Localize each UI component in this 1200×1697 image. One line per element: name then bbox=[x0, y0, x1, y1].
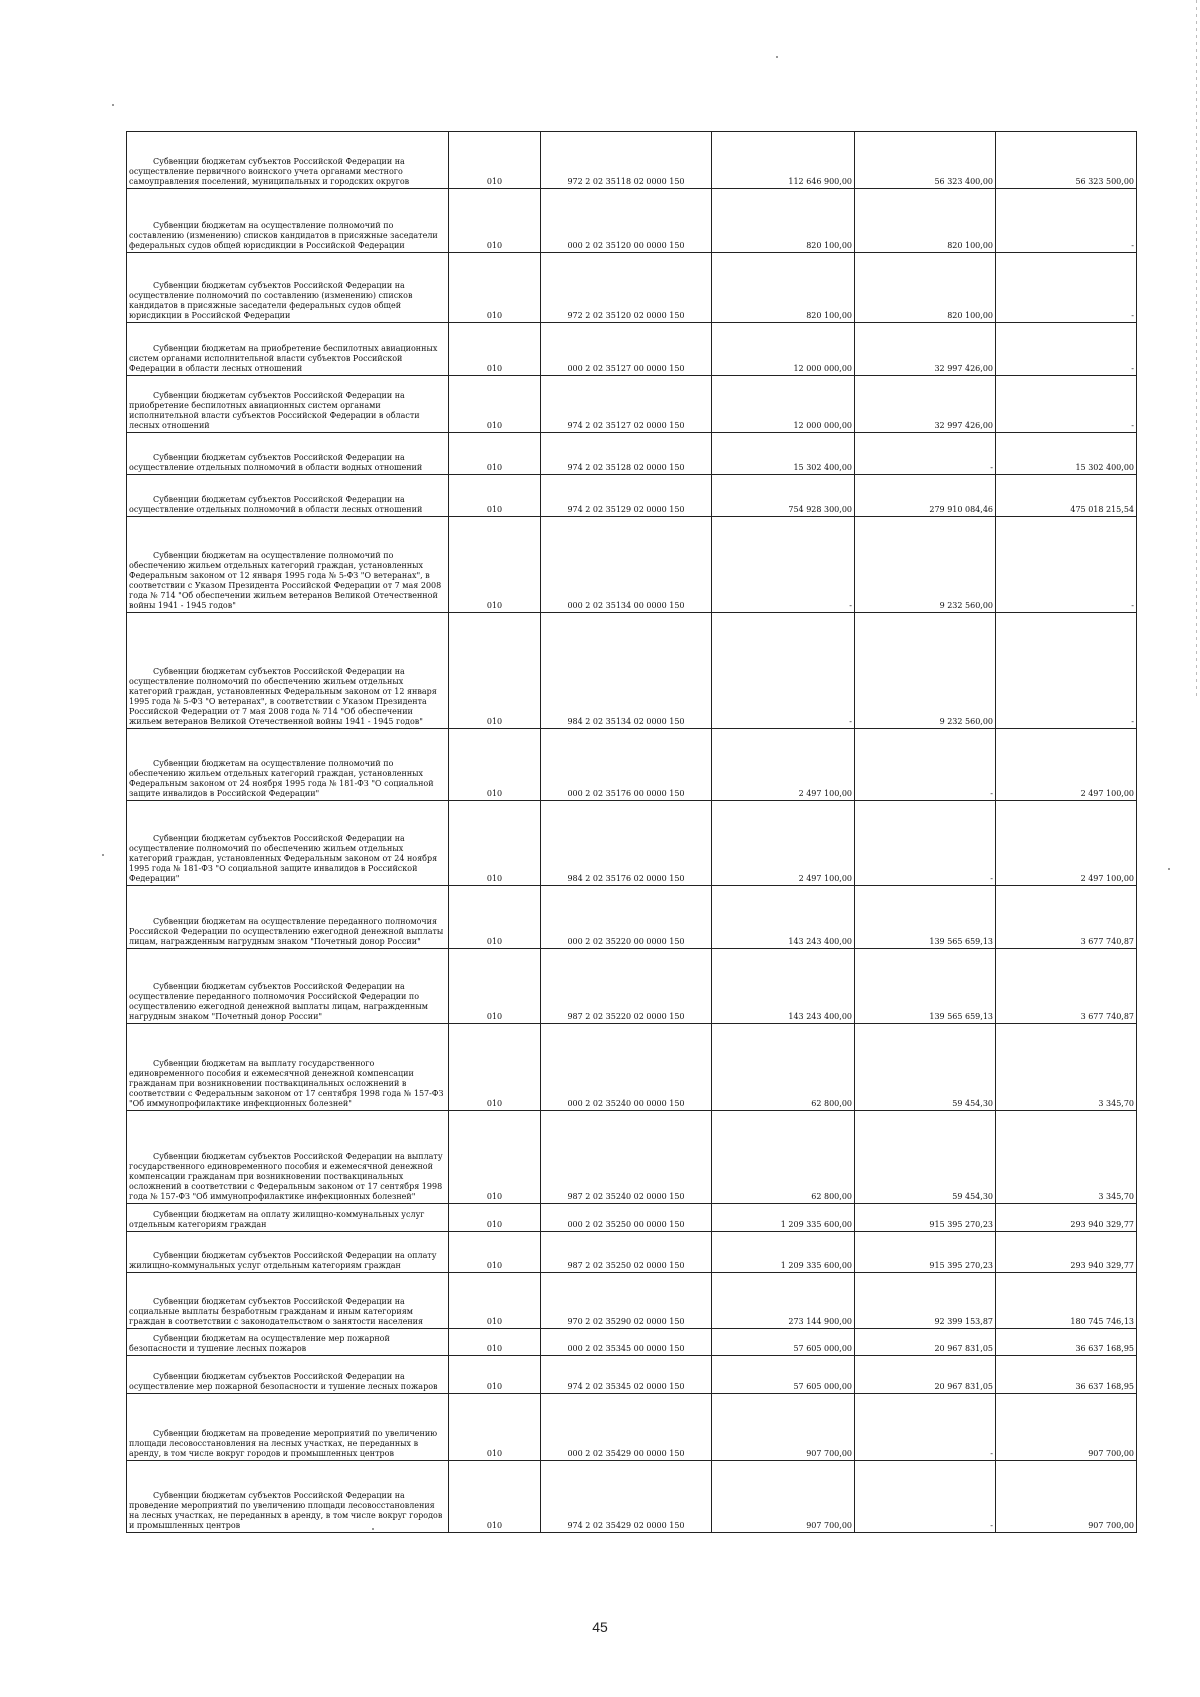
row-budget-classification-code: 972 2 02 35120 02 0000 150 bbox=[541, 253, 712, 323]
row-executed-amount: - bbox=[855, 801, 996, 886]
row-description bbox=[127, 1024, 449, 1111]
row-description-text: Субвенции бюджетам субъектов Российской Федерации на осуществление полномочий по обеспечению жильем отдельных категорий граждан, установленных Федеральным законом от 12 января 1995 года № 5-ФЗ "О ветеранах", в соответствии с Указом Президента Российской Федерации от 7 мая 2008 года № 714 "Об обеспечении жильем ветеранов Великой Отечественной войны 1941 - 1945 годов" bbox=[129, 667, 437, 726]
table-row bbox=[127, 433, 1137, 475]
row-description-text: Субвенции бюджетам субъектов Российской Федерации на осуществление полномочий по составлению (изменению) списков кандидатов в присяжные заседатели федеральных судов общей юрисдикции в Российской Федерации bbox=[129, 281, 413, 320]
row-budget-classification-code: 974 2 02 35128 02 0000 150 bbox=[541, 433, 712, 475]
row-executed-amount: 279 910 084,46 bbox=[855, 475, 996, 517]
row-line-code: 010 bbox=[449, 886, 541, 949]
row-unexecuted-amount: - bbox=[996, 189, 1137, 253]
row-description bbox=[127, 1232, 449, 1273]
row-executed-amount: 32 997 426,00 bbox=[855, 376, 996, 433]
table-row bbox=[127, 1024, 1137, 1111]
row-executed-amount: 9 232 560,00 bbox=[855, 613, 996, 729]
row-description bbox=[127, 517, 449, 613]
row-approved-amount: 62 800,00 bbox=[712, 1024, 855, 1111]
row-executed-amount: 915 395 270,23 bbox=[855, 1204, 996, 1232]
row-unexecuted-amount: - bbox=[996, 613, 1137, 729]
row-description-text: Субвенции бюджетам субъектов Российской Федерации на осуществление отдельных полномочий в области лесных отношений bbox=[129, 495, 423, 514]
row-description bbox=[127, 189, 449, 253]
row-unexecuted-amount: 56 323 500,00 bbox=[996, 132, 1137, 189]
row-description-text: Субвенции бюджетам на осуществление переданного полномочия Российской Федерации по осуществлению ежегодной денежной выплаты лицам, награжденным нагрудным знаком "Почетный донор России" bbox=[129, 917, 444, 946]
scan-speck bbox=[112, 104, 114, 106]
row-unexecuted-amount: 293 940 329,77 bbox=[996, 1204, 1137, 1232]
table-row bbox=[127, 1204, 1137, 1232]
row-approved-amount: 143 243 400,00 bbox=[712, 886, 855, 949]
row-unexecuted-amount: 475 018 215,54 bbox=[996, 475, 1137, 517]
table-row bbox=[127, 1356, 1137, 1394]
row-unexecuted-amount: - bbox=[996, 517, 1137, 613]
table-row bbox=[127, 613, 1137, 729]
table-row bbox=[127, 132, 1137, 189]
row-line-code: 010 bbox=[449, 1111, 541, 1204]
row-description-text: Субвенции бюджетам субъектов Российской Федерации на оплату жилищно-коммунальных услуг отдельным категориям граждан bbox=[129, 1251, 437, 1270]
page-number: 45 bbox=[592, 1619, 608, 1635]
row-executed-amount: 59 454,30 bbox=[855, 1111, 996, 1204]
row-line-code: 010 bbox=[449, 1394, 541, 1461]
row-line-code: 010 bbox=[449, 475, 541, 517]
row-approved-amount: 820 100,00 bbox=[712, 253, 855, 323]
row-budget-classification-code: 987 2 02 35240 02 0000 150 bbox=[541, 1111, 712, 1204]
table-row bbox=[127, 475, 1137, 517]
row-description-text: Субвенции бюджетам субъектов Российской Федерации на выплату государственного единовременного пособия и ежемесячной денежной компенсации гражданам при возникновении поствакцинальных осложнений в соответствии с Федеральным законом от 17 сентября 1998 года № 157-ФЗ "Об иммунопрофилактике инфекционных болезней" bbox=[129, 1152, 443, 1201]
row-description-text: Субвенции бюджетам на осуществление мер пожарной безопасности и тушение лесных пожаров bbox=[129, 1334, 390, 1353]
row-approved-amount: 143 243 400,00 bbox=[712, 949, 855, 1024]
row-description-text: Субвенции бюджетам субъектов Российской Федерации на осуществление полномочий по обеспечению жильем отдельных категорий граждан, установленных Федеральным законом от 24 ноября 1995 года № 181-ФЗ "О социальной защите инвалидов в Российской Федерации" bbox=[129, 834, 438, 883]
row-approved-amount: - bbox=[712, 517, 855, 613]
row-description-text: Субвенции бюджетам субъектов Российской Федерации на приобретение беспилотных авиационных систем органами исполнительной власти субъектов Российской Федерации в области лесных отношений bbox=[129, 391, 420, 430]
scan-speck bbox=[102, 854, 104, 856]
row-line-code: 010 bbox=[449, 1273, 541, 1329]
row-budget-classification-code: 987 2 02 35250 02 0000 150 bbox=[541, 1232, 712, 1273]
row-approved-amount: 57 605 000,00 bbox=[712, 1329, 855, 1356]
row-approved-amount: 907 700,00 bbox=[712, 1394, 855, 1461]
row-line-code: 010 bbox=[449, 1232, 541, 1273]
row-executed-amount: - bbox=[855, 1461, 996, 1533]
row-executed-amount: 59 454,30 bbox=[855, 1024, 996, 1111]
row-description bbox=[127, 729, 449, 801]
row-budget-classification-code: 987 2 02 35220 02 0000 150 bbox=[541, 949, 712, 1024]
row-unexecuted-amount: 293 940 329,77 bbox=[996, 1232, 1137, 1273]
row-description-text: Субвенции бюджетам на осуществление полномочий по составлению (изменению) списков кандидатов в присяжные заседатели федеральных судов общей юрисдикции в Российской Федерации bbox=[129, 221, 438, 250]
row-description bbox=[127, 801, 449, 886]
row-approved-amount: 112 646 900,00 bbox=[712, 132, 855, 189]
row-unexecuted-amount: 36 637 168,95 bbox=[996, 1329, 1137, 1356]
row-budget-classification-code: 972 2 02 35118 02 0000 150 bbox=[541, 132, 712, 189]
row-description bbox=[127, 886, 449, 949]
row-unexecuted-amount: 180 745 746,13 bbox=[996, 1273, 1137, 1329]
row-line-code: 010 bbox=[449, 376, 541, 433]
row-unexecuted-amount: - bbox=[996, 253, 1137, 323]
table-row bbox=[127, 376, 1137, 433]
row-executed-amount: 820 100,00 bbox=[855, 189, 996, 253]
row-line-code: 010 bbox=[449, 132, 541, 189]
row-description bbox=[127, 376, 449, 433]
row-description-text: Субвенции бюджетам на проведение мероприятий по увеличению площади лесовосстановления на лесных участках, не переданных в аренду, в том числе вокруг городов и промышленных центров bbox=[129, 1429, 438, 1458]
row-description bbox=[127, 1111, 449, 1204]
row-line-code: 010 bbox=[449, 189, 541, 253]
row-description bbox=[127, 1329, 449, 1356]
row-budget-classification-code: 000 2 02 35240 00 0000 150 bbox=[541, 1024, 712, 1111]
row-unexecuted-amount: 3 677 740,87 bbox=[996, 886, 1137, 949]
scan-speck bbox=[1168, 868, 1170, 870]
row-budget-classification-code: 000 2 02 35134 00 0000 150 bbox=[541, 517, 712, 613]
row-line-code: 010 bbox=[449, 1329, 541, 1356]
table-row bbox=[127, 1461, 1137, 1533]
row-approved-amount: - bbox=[712, 613, 855, 729]
row-budget-classification-code: 000 2 02 35120 00 0000 150 bbox=[541, 189, 712, 253]
table-row bbox=[127, 1111, 1137, 1204]
row-line-code: 010 bbox=[449, 253, 541, 323]
budget-table bbox=[126, 131, 1137, 1533]
row-description-text: Субвенции бюджетам на выплату государственного единовременного пособия и ежемесячной денежной компенсации гражданам при возникновении поствакцинальных осложнений в соответствии с Федеральным законом от 17 сентября 1998 года № 157-ФЗ "Об иммунопрофилактике инфекционных болезней" bbox=[129, 1059, 444, 1108]
row-line-code: 010 bbox=[449, 1356, 541, 1394]
row-approved-amount: 15 302 400,00 bbox=[712, 433, 855, 475]
row-description bbox=[127, 1394, 449, 1461]
row-budget-classification-code: 984 2 02 35134 02 0000 150 bbox=[541, 613, 712, 729]
row-description-text: Субвенции бюджетам субъектов Российской Федерации на осуществление первичного воинского учета органами местного самоуправления поселений, муниципальных и городских округов bbox=[129, 157, 410, 186]
row-unexecuted-amount: 3 345,70 bbox=[996, 1111, 1137, 1204]
table-row bbox=[127, 323, 1137, 376]
row-executed-amount: 32 997 426,00 bbox=[855, 323, 996, 376]
table-row bbox=[127, 517, 1137, 613]
row-line-code: 010 bbox=[449, 613, 541, 729]
row-executed-amount: 56 323 400,00 bbox=[855, 132, 996, 189]
row-approved-amount: 2 497 100,00 bbox=[712, 801, 855, 886]
row-description-text: Субвенции бюджетам субъектов Российской Федерации на осуществление мер пожарной безопасности и тушение лесных пожаров bbox=[129, 1372, 438, 1391]
table-row bbox=[127, 1394, 1137, 1461]
row-unexecuted-amount: - bbox=[996, 323, 1137, 376]
row-budget-classification-code: 974 2 02 35429 02 0000 150 bbox=[541, 1461, 712, 1533]
row-line-code: 010 bbox=[449, 517, 541, 613]
row-unexecuted-amount: 2 497 100,00 bbox=[996, 729, 1137, 801]
table-row bbox=[127, 189, 1137, 253]
row-approved-amount: 57 605 000,00 bbox=[712, 1356, 855, 1394]
row-approved-amount: 754 928 300,00 bbox=[712, 475, 855, 517]
row-executed-amount: 139 565 659,13 bbox=[855, 886, 996, 949]
row-line-code: 010 bbox=[449, 433, 541, 475]
row-description bbox=[127, 253, 449, 323]
row-line-code: 010 bbox=[449, 1204, 541, 1232]
row-description-text: Субвенции бюджетам на приобретение беспилотных авиационных систем органами исполнительной власти субъектов Российской Федерации в области лесных отношений bbox=[129, 344, 438, 373]
row-budget-classification-code: 970 2 02 35290 02 0000 150 bbox=[541, 1273, 712, 1329]
row-unexecuted-amount: 3 677 740,87 bbox=[996, 949, 1137, 1024]
row-line-code: 010 bbox=[449, 1024, 541, 1111]
row-description bbox=[127, 613, 449, 729]
row-executed-amount: 915 395 270,23 bbox=[855, 1232, 996, 1273]
row-executed-amount: - bbox=[855, 729, 996, 801]
row-budget-classification-code: 974 2 02 35127 02 0000 150 bbox=[541, 376, 712, 433]
row-line-code: 010 bbox=[449, 323, 541, 376]
row-description bbox=[127, 949, 449, 1024]
row-description-text: Субвенции бюджетам субъектов Российской Федерации на осуществление переданного полномочия Российской Федерации по осуществлению ежегодной денежной выплаты лицам, награжденным нагрудным знаком "Почетный донор России" bbox=[129, 982, 428, 1021]
row-description bbox=[127, 433, 449, 475]
scan-speck bbox=[776, 56, 778, 58]
row-unexecuted-amount: 907 700,00 bbox=[996, 1394, 1137, 1461]
row-budget-classification-code: 974 2 02 35345 02 0000 150 bbox=[541, 1356, 712, 1394]
row-unexecuted-amount: - bbox=[996, 376, 1137, 433]
row-budget-classification-code: 000 2 02 35176 00 0000 150 bbox=[541, 729, 712, 801]
row-budget-classification-code: 974 2 02 35129 02 0000 150 bbox=[541, 475, 712, 517]
row-budget-classification-code: 000 2 02 35250 00 0000 150 bbox=[541, 1204, 712, 1232]
row-approved-amount: 907 700,00 bbox=[712, 1461, 855, 1533]
row-description bbox=[127, 132, 449, 189]
row-unexecuted-amount: 907 700,00 bbox=[996, 1461, 1137, 1533]
table-row bbox=[127, 1329, 1137, 1356]
row-budget-classification-code: 000 2 02 35127 00 0000 150 bbox=[541, 323, 712, 376]
row-executed-amount: 20 967 831,05 bbox=[855, 1356, 996, 1394]
row-executed-amount: 820 100,00 bbox=[855, 253, 996, 323]
row-description-text: Субвенции бюджетам на осуществление полномочий по обеспечению жильем отдельных категорий граждан, установленных Федеральным законом от 12 января 1995 года № 5-ФЗ "О ветеранах", в соответствии с Указом Президента Российской Федерации от 7 мая 2008 года № 714 "Об обеспечении жильем ветеранов Великой Отечественной войны 1941 - 1945 годов" bbox=[129, 551, 442, 610]
row-budget-classification-code: 000 2 02 35429 00 0000 150 bbox=[541, 1394, 712, 1461]
table-row bbox=[127, 886, 1137, 949]
table-row bbox=[127, 1273, 1137, 1329]
row-line-code: 010 bbox=[449, 949, 541, 1024]
row-description-text: Субвенции бюджетам субъектов Российской Федерации на проведение мероприятий по увеличению площади лесовосстановления на лесных участках, не переданных в аренду, в том числе вокруг городов и промышленных центров bbox=[129, 1491, 443, 1530]
row-approved-amount: 12 000 000,00 bbox=[712, 376, 855, 433]
row-approved-amount: 273 144 900,00 bbox=[712, 1273, 855, 1329]
row-description bbox=[127, 1204, 449, 1232]
row-executed-amount: 92 399 153,87 bbox=[855, 1273, 996, 1329]
row-unexecuted-amount: 3 345,70 bbox=[996, 1024, 1137, 1111]
row-description-text: Субвенции бюджетам на оплату жилищно-коммунальных услуг отдельным категориям граждан bbox=[129, 1210, 425, 1229]
table-row bbox=[127, 1232, 1137, 1273]
row-executed-amount: 139 565 659,13 bbox=[855, 949, 996, 1024]
row-executed-amount: 9 232 560,00 bbox=[855, 517, 996, 613]
row-approved-amount: 2 497 100,00 bbox=[712, 729, 855, 801]
row-approved-amount: 1 209 335 600,00 bbox=[712, 1232, 855, 1273]
row-unexecuted-amount: 2 497 100,00 bbox=[996, 801, 1137, 886]
row-executed-amount: - bbox=[855, 433, 996, 475]
row-executed-amount: - bbox=[855, 1394, 996, 1461]
table-row bbox=[127, 729, 1137, 801]
row-approved-amount: 62 800,00 bbox=[712, 1111, 855, 1204]
row-description bbox=[127, 323, 449, 376]
row-unexecuted-amount: 15 302 400,00 bbox=[996, 433, 1137, 475]
budget-table-body bbox=[127, 132, 1137, 1533]
row-budget-classification-code: 984 2 02 35176 02 0000 150 bbox=[541, 801, 712, 886]
row-description-text: Субвенции бюджетам субъектов Российской Федерации на осуществление отдельных полномочий в области водных отношений bbox=[129, 453, 423, 472]
row-unexecuted-amount: 36 637 168,95 bbox=[996, 1356, 1137, 1394]
table-row bbox=[127, 253, 1137, 323]
row-approved-amount: 1 209 335 600,00 bbox=[712, 1204, 855, 1232]
row-line-code: 010 bbox=[449, 729, 541, 801]
scan-edge-mark bbox=[1196, 0, 1197, 700]
row-description bbox=[127, 1356, 449, 1394]
row-description-text: Субвенции бюджетам на осуществление полномочий по обеспечению жильем отдельных категорий граждан, установленных Федеральным законом от 24 ноября 1995 года № 181-ФЗ "О социальной защите инвалидов в Российской Федерации" bbox=[129, 759, 434, 798]
row-line-code: 010 bbox=[449, 801, 541, 886]
row-description bbox=[127, 475, 449, 517]
row-budget-classification-code: 000 2 02 35220 00 0000 150 bbox=[541, 886, 712, 949]
table-row bbox=[127, 949, 1137, 1024]
row-description-text: Субвенции бюджетам субъектов Российской Федерации на социальные выплаты безработным гражданам и иным категориям граждан в соответствии с законодательством о занятости населения bbox=[129, 1297, 424, 1326]
row-budget-classification-code: 000 2 02 35345 00 0000 150 bbox=[541, 1329, 712, 1356]
row-executed-amount: 20 967 831,05 bbox=[855, 1329, 996, 1356]
row-line-code: 010 bbox=[449, 1461, 541, 1533]
row-approved-amount: 12 000 000,00 bbox=[712, 323, 855, 376]
row-description bbox=[127, 1273, 449, 1329]
row-approved-amount: 820 100,00 bbox=[712, 189, 855, 253]
row-description bbox=[127, 1461, 449, 1533]
table-row bbox=[127, 801, 1137, 886]
